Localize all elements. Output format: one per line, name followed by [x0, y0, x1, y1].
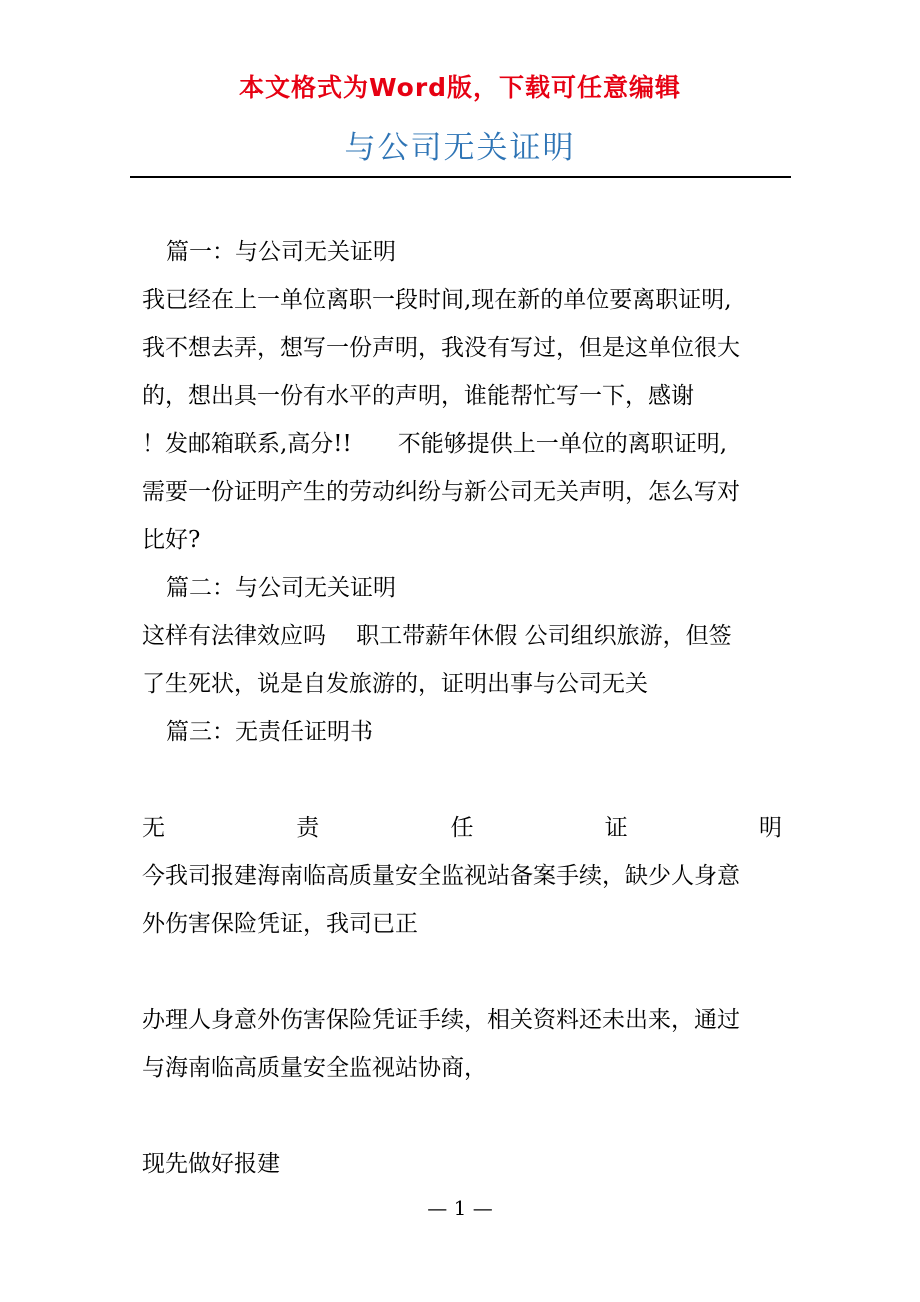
paragraph-line: 今我司报建海南临高质量安全监视站备案手续，缺少人身意: [142, 863, 740, 889]
blank-line: [142, 760, 782, 808]
paragraph-line: 这样有法律效应吗 职工带薪年休假 公司组织旅游，但签: [142, 623, 732, 649]
paragraph-line: 需要一份证明产生的劳动纠纷与新公司无关声明，怎么写对: [142, 479, 740, 505]
paragraph-line: 我不想去弄，想写一份声明，我没有写过，但是这单位很大: [142, 335, 740, 361]
paragraph-line: 的，想出具一份有水平的声明，谁能帮忙写一下，感谢: [142, 383, 694, 409]
certificate-title-char: 任: [450, 815, 474, 841]
title-underline-divider: [130, 176, 791, 178]
paragraph-line: 我已经在上一单位离职一段时间,现在新的单位要离职证明,: [142, 287, 732, 313]
paragraph-line: 外伤害保险凭证，我司已正: [142, 911, 418, 937]
paragraph-line: 与海南临高质量安全监视站协商，: [142, 1055, 487, 1081]
paragraph-line: ！发邮箱联系,高分!! 不能够提供上一单位的离职证明,: [142, 431, 728, 457]
section-heading: 篇三：无责任证明书: [166, 719, 373, 745]
paragraph-line: 现先做好报建: [142, 1151, 280, 1177]
certificate-title-char: 明: [759, 815, 782, 841]
section-heading: 篇一：与公司无关证明: [166, 239, 396, 265]
certificate-title-char: 证: [604, 815, 628, 841]
document-title: 与公司无关证明: [344, 130, 576, 166]
certificate-title-char: 责: [296, 815, 320, 841]
certificate-title-spread: [142, 808, 782, 856]
paragraph-line: 比好?: [142, 527, 201, 553]
document-body: [142, 232, 782, 1192]
blank-line: [142, 1096, 782, 1144]
page-number: — 1 —: [427, 1196, 493, 1220]
paragraph-line: 了生死状，说是自发旅游的，证明出事与公司无关: [142, 671, 648, 697]
section-heading: 篇二：与公司无关证明: [166, 575, 396, 601]
certificate-title-char: 无: [142, 815, 165, 841]
paragraph-line: 办理人身意外伤害保险凭证手续，相关资料还未出来，通过: [142, 1007, 740, 1033]
format-notice-banner: 本文格式为Word版，下载可任意编辑: [238, 73, 682, 102]
blank-line: [142, 952, 782, 1000]
